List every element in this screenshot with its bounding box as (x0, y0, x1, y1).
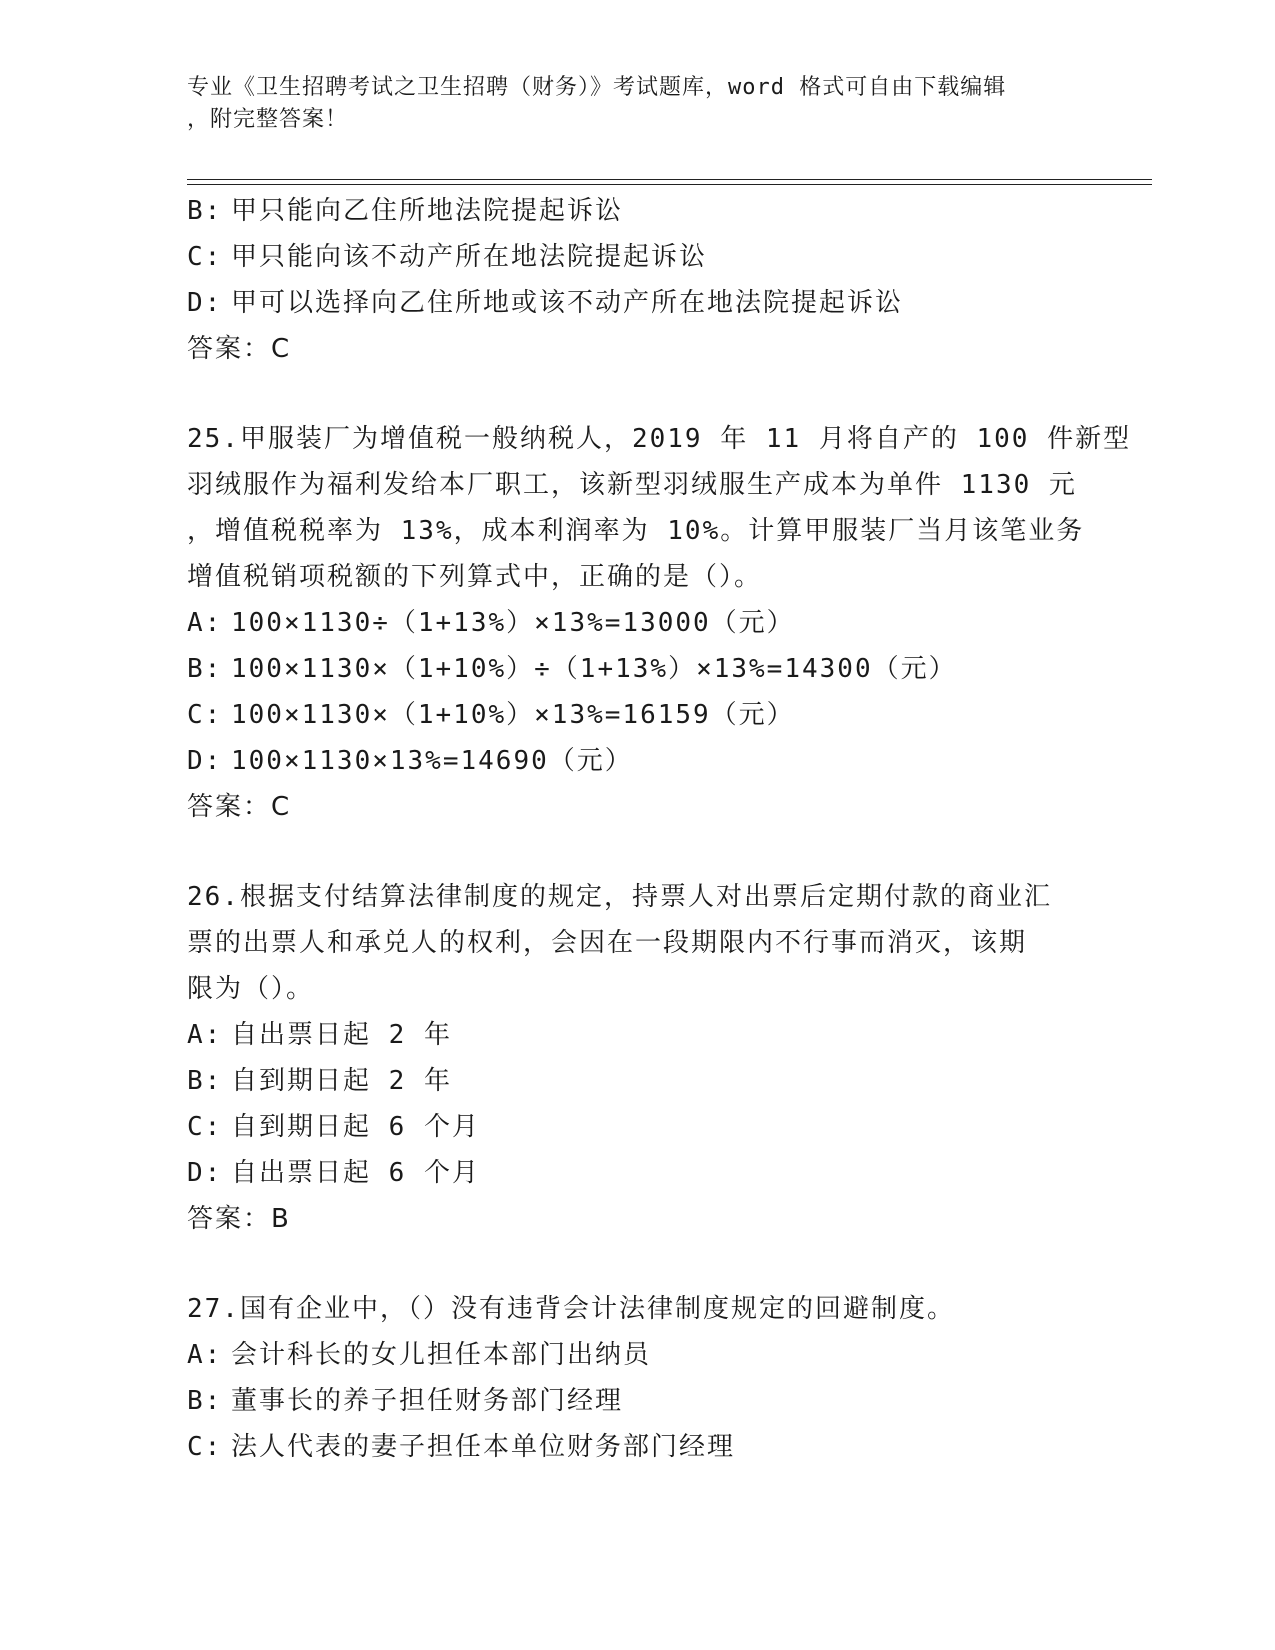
option-c: C: 甲只能向该不动产所在地法院提起诉讼 (187, 242, 708, 272)
option-d: D: 甲可以选择向乙住所地或该不动产所在地法院提起诉讼 (187, 288, 904, 318)
question-stem (187, 1286, 1087, 1332)
option-a: A: 会计科长的女儿担任本部门出纳员 (187, 1340, 652, 1370)
stem-line: ，增值税税率为 13%，成本利润率为 10%。计算甲服装厂当月该笔业务 (187, 516, 1085, 546)
answer-line: 答案：B (187, 1204, 291, 1234)
stem-line: 26.根据支付结算法律制度的规定，持票人对出票后定期付款的商业汇 (187, 882, 1052, 912)
spacer (187, 1242, 1087, 1286)
option-a: A: 100×1130÷（1+13%）×13%=13000（元） (187, 608, 795, 638)
stem-line: 票的出票人和承兑人的权利，会因在一段期限内不行事而消灭，该期 (187, 928, 1028, 958)
option-b: B: 甲只能向乙住所地法院提起诉讼 (187, 196, 624, 226)
option-c: C: 100×1130×（1+10%）×13%=16159（元） (187, 700, 795, 730)
stem-line: 限为（）。 (187, 974, 315, 1004)
spacer (187, 372, 1087, 416)
answer-line: 答案：C (187, 792, 292, 822)
spacer (187, 830, 1087, 874)
prev-question-block (187, 188, 1087, 372)
stem-line: 25.甲服装厂为增值税一般纳税人，2019 年 11 月将自产的 100 件新型 (187, 424, 1132, 454)
question-stem (187, 874, 1087, 1012)
stem-line: 增值税销项税额的下列算式中，正确的是（）。 (187, 562, 763, 592)
option-b: B: 董事长的养子担任财务部门经理 (187, 1386, 624, 1416)
document-header (187, 72, 1087, 136)
option-d: D: 100×1130×13%=14690（元） (187, 746, 633, 776)
question-stem (187, 416, 1132, 600)
option-a: A: 自出票日起 2 年 (187, 1020, 452, 1050)
option-b: B: 自到期日起 2 年 (187, 1066, 452, 1096)
stem-line: 27.国有企业中，（）没有违背会计法律制度规定的回避制度。 (187, 1294, 955, 1324)
header-line-1: 专业《卫生招聘考试之卫生招聘（财务）》考试题库，word 格式可自由下载编辑 (187, 75, 1007, 100)
question-content (187, 188, 1132, 1470)
question-25 (187, 416, 1132, 830)
stem-line: 羽绒服作为福利发给本厂职工，该新型羽绒服生产成本为单件 1130 元 (187, 470, 1077, 500)
option-c: C: 法人代表的妻子担任本单位财务部门经理 (187, 1432, 736, 1462)
header-divider-bottom (187, 184, 1152, 185)
header-divider-top (187, 179, 1152, 180)
option-c: C: 自到期日起 6 个月 (187, 1112, 480, 1142)
option-b: B: 100×1130×（1+10%）÷（1+13%）×13%=14300（元） (187, 654, 957, 684)
question-26 (187, 874, 1087, 1242)
question-27 (187, 1286, 1087, 1470)
option-d: D: 自出票日起 6 个月 (187, 1158, 480, 1188)
answer-line: 答案：C (187, 334, 292, 364)
header-line-2: ，附完整答案！ (187, 107, 349, 132)
